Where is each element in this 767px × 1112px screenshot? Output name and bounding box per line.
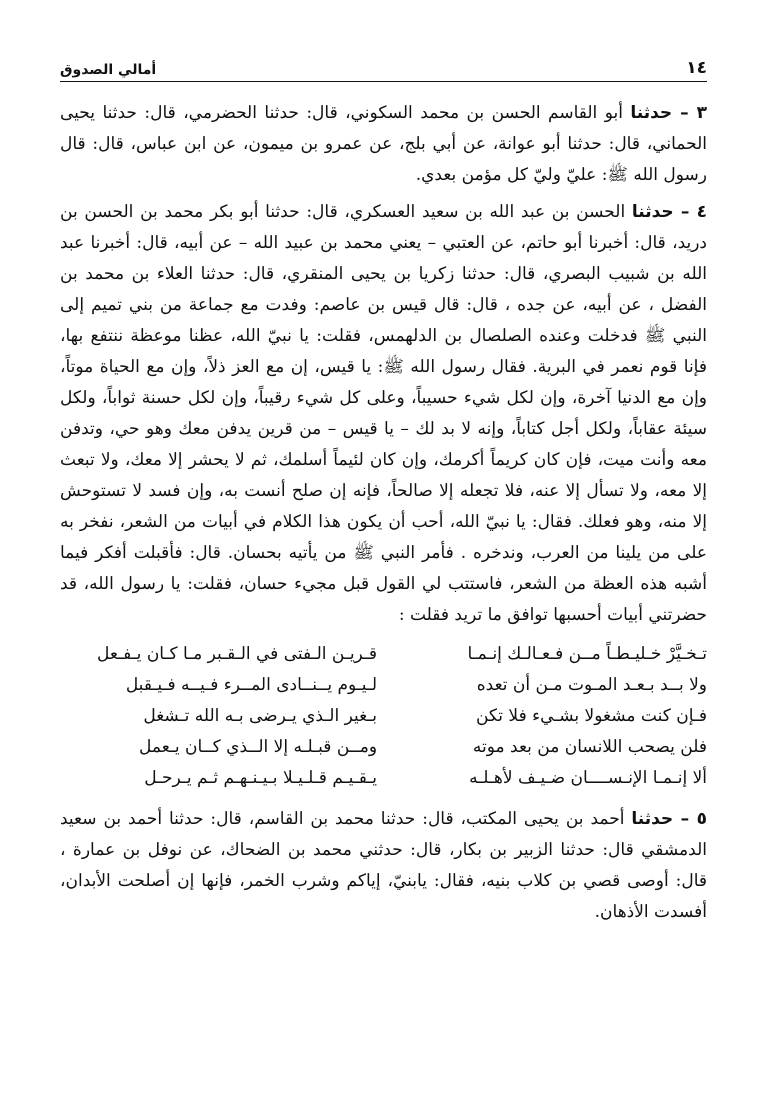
hadith-dash: – <box>673 202 697 222</box>
verse-second-hemistich: ومــن قبـلـه إلا الــذي كــان يـعمل <box>139 737 378 757</box>
hadith-lead-word: حدثنا <box>631 809 674 829</box>
verse-gap <box>377 670 390 701</box>
hadith-text: أحمد بن يحيى المكتب، قال: حدثنا محمد بن القاسم، قال: حدثنا أحمد بن سعيد الدمشقي قال: حدثنا الزبير بن بكار، قال: حدثني محمد بن الضحاك، عن نوفل بن عمارة ، قال: أوصى قصي بن كلاب بنيه، فقال: يابنيّ، إياكم وشرب الخمر، فإنها إن أصلحت الأبدان، أفسدت الأذهان. <box>60 809 707 922</box>
verse-gap <box>377 639 390 670</box>
header-divider <box>60 81 707 82</box>
verse-gap <box>377 763 390 794</box>
verse-second-hemistich: بـغير الـذي يـرضى بـه الله تـشغل <box>143 706 378 726</box>
verse-first-hemistich: تـخـيَّرْ خـليـطـاً مــن فـعـالـك إنـمـا <box>467 644 707 664</box>
running-header <box>60 52 707 78</box>
hadith-dash: – <box>673 809 697 829</box>
book-title: أمالي الصدوق <box>60 62 157 78</box>
verse-second-hemistich: لـيـوم يــنــادى المــرء فـيــه فـيـقبل <box>125 675 378 695</box>
verse-first-hemistich: ولا بــد بـعـد المـوت مـن أن تعده <box>476 675 707 695</box>
hadith-dash: – <box>672 103 697 123</box>
verse-second-hemistich: قـريـن الـفتى في الـقـبر مـا كـان يـفـعل <box>97 644 378 664</box>
hadith-number: ٣ <box>696 103 707 123</box>
hadith-paragraph-4 <box>60 197 707 631</box>
verse-first-hemistich: فلن يصحب اللانسان من بعد موته <box>472 737 707 757</box>
hadith-number: ٥ <box>696 809 707 829</box>
hadith-text: الحسن بن عبد الله بن سعيد العسكري، قال: حدثنا أبو بكر محمد بن الحسن بن دريد، قال: أخبرنا أبو حاتم، عن العتبي – يعني محمد بن عبيد الله – عن أبيه، قال: أخبرنا عبد الله بن شبيب البصري، قال: حدثنا زكريا بن يحيى المنقري، قال: حدثنا العلاء بن محمد بن الفضل ، عن أبيه، عن جده ، قال: قال قيس بن عاصم: وفدت مع جماعة من بني تميم إلى النبي ﷺ فدخلت وعنده الصلصال بن الدلهمس، فقلت: يا نبيّ الله، عظنا موعظة ننتفع بها، فإنا قوم نعمر في البرية. فقال رسول الله ﷺ: يا قيس، إن مع العز ذلاً، وإن مع الحياة موتاً، وإن مع الدنيا آخرة، وإن لكل شيء حسيباً، وعلى كل شيء رقيباً، وإن لكل حسنة ثواباً، ولكل سيئة عقاباً، ولكل أجل كتاباً، وإنه لا بد لك – يا قيس – من قرين يدفن معك وهو حي، وتدفن معه وأنت ميت، فإن كان كريماً أكرمك، وإن كان لئيماً أسلمك، ثم لا يحشر إلا معك، ولا تبعث إلا معه، ولا تسأل إلا عنه، فلا تجعله إلا صالحاً، فإنه إن صلح أنست به، وإن فسد لا تستوحش إلا منه، وهو فعلك. فقال: يا نبيّ الله، أحب أن يكون هذا الكلام في أبيات من الشعر، نفخر به على من يلينا من العرب، وندخره . فأمر النبي ﷺ من يأتيه بحسان. قال: فأقبلت أفكر فيما أشبه هذه العظة من الشعر، فاستتب لي القول قبل مجيء حسان، فقلت: يا رسول الله، قد حضرتني أبيات أحسبها توافق ما تريد فقلت : <box>60 202 707 625</box>
page-number: ١٤ <box>686 58 707 78</box>
verse-row <box>60 732 707 763</box>
verse-first-hemistich: ألا إنـمـا الإنـســــان ضـيـف لأهـلـه <box>469 768 707 788</box>
verse-row <box>60 670 707 701</box>
poem-verses <box>60 639 707 794</box>
hadith-paragraph-5 <box>60 804 707 928</box>
hadith-paragraph-3 <box>60 98 707 191</box>
verse-row <box>60 701 707 732</box>
hadith-number: ٤ <box>696 202 707 222</box>
verse-gap <box>377 732 390 763</box>
verse-row <box>60 763 707 794</box>
hadith-lead-word: حدثنا <box>631 202 674 222</box>
hadith-lead-word: حدثنا <box>630 103 673 123</box>
verse-gap <box>377 701 390 732</box>
verse-row <box>60 639 707 670</box>
page-body <box>60 98 707 934</box>
verse-second-hemistich: يـقـيـم قـلـيـلا بـيـنـهـم ثـم يـرحـل <box>144 768 378 788</box>
hadith-text: أبو القاسم الحسن بن محمد السكوني، قال: حدثنا الحضرمي، قال: حدثنا يحيى الحماني، قال: حدثنا أبو عوانة، عن أبي بلج، عن عمرو بن ميمون، عن ابن عباس، قال: قال رسول الله ﷺ: عليّ وليّ كل مؤمن بعدي. <box>60 103 707 185</box>
verse-first-hemistich: فـإن كنت مشغولا بشـيء فلا تكن <box>475 706 707 726</box>
